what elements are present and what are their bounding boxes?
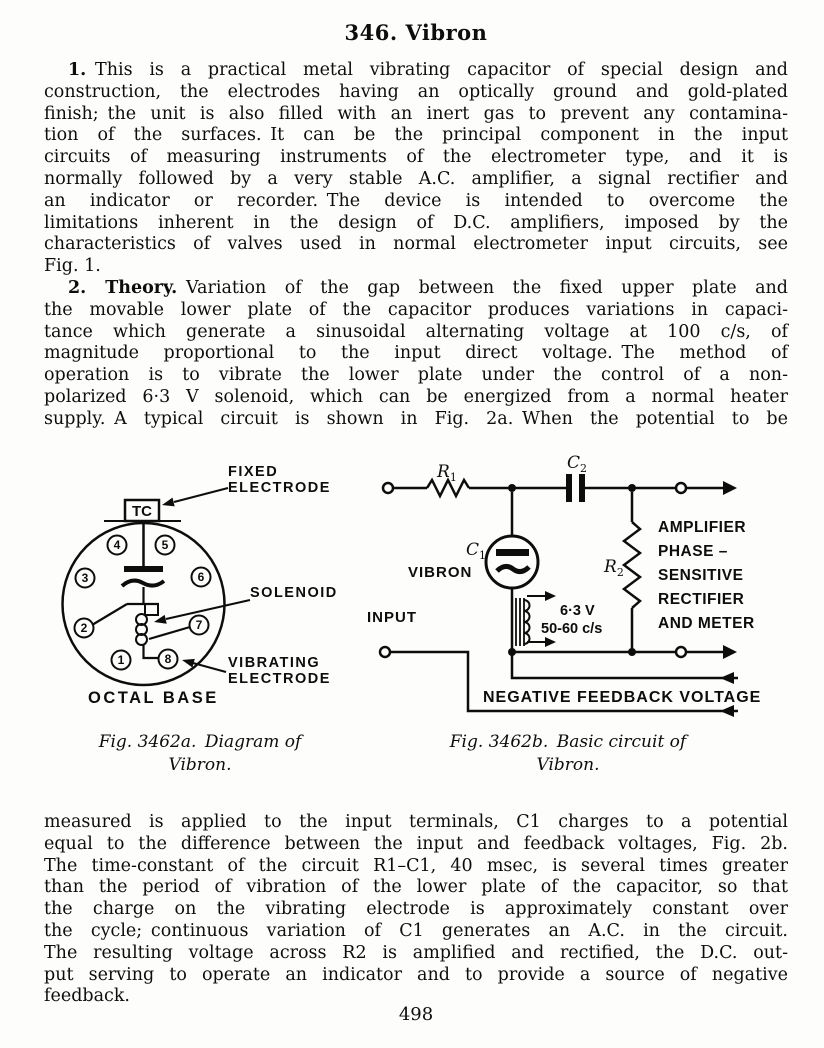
pin-4: 4 xyxy=(113,538,121,552)
supply-frequency-label: 50-60 c/s xyxy=(541,621,603,637)
vibrating-plate xyxy=(122,581,164,586)
text-line: operation is to vibrate the lower plate under the control of a non- xyxy=(44,365,788,386)
feedback-wire-upper xyxy=(512,652,738,678)
node-dot xyxy=(628,484,636,492)
figure-vibron-diagram xyxy=(63,464,338,707)
fixed-plate xyxy=(124,566,163,572)
text-line: supply. A typical circuit is shown in Fig. 2a. When the potential to be xyxy=(44,408,788,429)
vibron-envelope xyxy=(486,536,538,588)
supply-arrow-bottom xyxy=(545,637,556,647)
text-line: put serving to operate an indicator and to provide a source of negative xyxy=(44,964,788,985)
supply-arrow-top xyxy=(545,591,556,601)
text-line: feedback. xyxy=(44,986,130,1007)
fig2-labels xyxy=(367,453,761,706)
label-C2: $C_2$ xyxy=(567,453,588,475)
vibron-vibrating-plate xyxy=(497,566,529,571)
text-line: an indicator or recorder. The device is intended to overcome the xyxy=(44,190,788,211)
plate-support-line xyxy=(127,587,159,604)
vibron-fixed-plate xyxy=(496,549,529,556)
fixed-electrode-label-2: ELECTRODE xyxy=(228,480,331,496)
capacitor-C2-plate xyxy=(579,474,585,502)
pin7-connection xyxy=(149,627,190,639)
amplifier-label-line: SENSITIVE xyxy=(658,567,744,584)
paragraph-3 xyxy=(44,812,788,1008)
text-line: normally followed by a very stable A.C. amplifier, a signal rectifier and xyxy=(44,168,788,189)
pin-7: 7 xyxy=(195,618,203,632)
text-line: equal to the difference between the input and feedback voltages, Fig. 2b. xyxy=(44,833,788,854)
pin-1: 1 xyxy=(117,653,125,667)
paragraph-2 xyxy=(44,278,788,431)
text-line: The resulting voltage across R2 is amplified and rectified, the D.C. out- xyxy=(44,942,788,963)
text-line: the charge on the vibrating electrode is approximately constant over xyxy=(44,899,788,920)
text-line: tance which generate a sinusoidal alternating voltage at 100 c/s, of xyxy=(44,321,788,342)
output-terminal-bottom xyxy=(676,647,686,657)
figure-vibron-circuit xyxy=(367,453,761,717)
text-line: circuits of measuring instruments of the electrometer type, and it is xyxy=(44,147,788,168)
text-line xyxy=(44,60,788,82)
text-line: construction, the electrodes having an optically ground and gold-plated xyxy=(44,81,788,102)
text-line: the cycle; continuous variation of C1 generates an A.C. in the circuit. xyxy=(44,920,788,941)
resistor-R2 xyxy=(624,522,640,608)
label-C1: $C_1$ xyxy=(466,540,487,562)
caption-line: Vibron. xyxy=(536,755,600,775)
caption-fig-b xyxy=(418,731,718,777)
top-cap-label: TC xyxy=(132,503,152,520)
vibrating-electrode-label-2: ELECTRODE xyxy=(228,671,331,687)
pin-3: 3 xyxy=(81,571,89,585)
text-line: Fig. 1. xyxy=(44,256,101,277)
output-terminal-top xyxy=(676,483,686,493)
text-line: tion of the surfaces. It can be the principal component in the input xyxy=(44,125,788,146)
output-arrow xyxy=(723,481,737,495)
text-run: Variation of the gap between the fixed upper plate and xyxy=(177,278,788,298)
transformer-core xyxy=(516,598,524,646)
solenoid-label: SOLENOID xyxy=(250,585,338,601)
vibrating-electrode-label-1: VIBRATING xyxy=(228,655,321,671)
fixed-electrode-label-1: FIXED xyxy=(228,464,279,480)
pin8-connection xyxy=(144,645,159,658)
amplifier-label-line: RECTIFIER xyxy=(658,591,745,608)
arrow-to-vibrating-electrode xyxy=(182,659,195,668)
pin-2: 2 xyxy=(80,621,88,635)
page-number: 498 xyxy=(398,1004,434,1025)
amplifier-label-line: AMPLIFIER xyxy=(658,519,747,536)
input-terminal-bottom xyxy=(380,647,390,657)
feedback-arrow-upper xyxy=(720,672,734,684)
pin-8: 8 xyxy=(164,652,172,666)
text-line: The time-constant of the circuit R1–C1, 40 msec, is several times greater xyxy=(44,855,788,876)
node-dot xyxy=(508,484,516,492)
text-line: the movable lower plate of the capacitor produces variations in capaci- xyxy=(44,299,788,320)
figures-band xyxy=(0,450,824,750)
arrow-to-fixed-electrode xyxy=(162,498,175,507)
pin-5: 5 xyxy=(161,538,169,552)
feedback-arrow-lower xyxy=(720,705,734,717)
page-title: 346. Vibron xyxy=(344,20,488,45)
supply-voltage-label: 6·3 V xyxy=(560,603,595,619)
text-line xyxy=(44,278,788,300)
text-line: limitations inherent in the design of D.C. amplifiers, imposed by the xyxy=(44,212,788,233)
text-line: finish; the unit is also filled with an inert gas to prevent any contamina- xyxy=(44,103,788,124)
output-arrow-bottom xyxy=(723,645,737,659)
amplifier-label-line: PHASE – xyxy=(658,543,728,560)
capacitor-C2-plate xyxy=(566,474,572,502)
vibron-label: VIBRON xyxy=(408,564,473,581)
section-heading: 2. Theory. xyxy=(68,278,178,298)
text-line: characteristics of valves used in normal electrometer input circuits, see xyxy=(44,234,788,255)
text-line: magnitude proportional to the input direct voltage. The method of xyxy=(44,343,788,364)
arrow-to-solenoid xyxy=(154,615,167,624)
text-line: measured is applied to the input terminals, C1 charges to a potential xyxy=(44,812,788,832)
feedback-label: NEGATIVE FEEDBACK VOLTAGE xyxy=(483,689,762,706)
pin2-connection xyxy=(92,604,127,625)
node-dot xyxy=(628,648,636,656)
resistor-R1 xyxy=(427,480,469,496)
paragraph-1 xyxy=(44,60,788,278)
solenoid-coil xyxy=(136,614,147,645)
text-run: This is a practical metal vibrating capacitor of special design and xyxy=(86,60,788,80)
caption-line: Fig. 3462a. Diagram of xyxy=(98,732,302,752)
text-line: polarized 6·3 V solenoid, which can be energized from a normal heater xyxy=(44,386,788,407)
label-R1: $R_1$ xyxy=(437,462,457,484)
octal-base-label: OCTAL BASE xyxy=(88,689,219,707)
label-R2: $R_2$ xyxy=(604,557,624,579)
support-bracket xyxy=(145,604,158,615)
caption-line: Fig. 3462b. Basic circuit of xyxy=(449,732,687,752)
input-terminal-top xyxy=(383,483,393,493)
text-line: than the period of vibration of the lower plate of the capacitor, so that xyxy=(44,877,788,898)
caption-line: Vibron. xyxy=(168,755,232,775)
section-number: 1. xyxy=(68,60,87,80)
input-label: INPUT xyxy=(367,609,417,626)
caption-fig-a xyxy=(50,731,350,777)
pin-6: 6 xyxy=(197,570,205,584)
amplifier-label-line: AND METER xyxy=(658,615,755,632)
